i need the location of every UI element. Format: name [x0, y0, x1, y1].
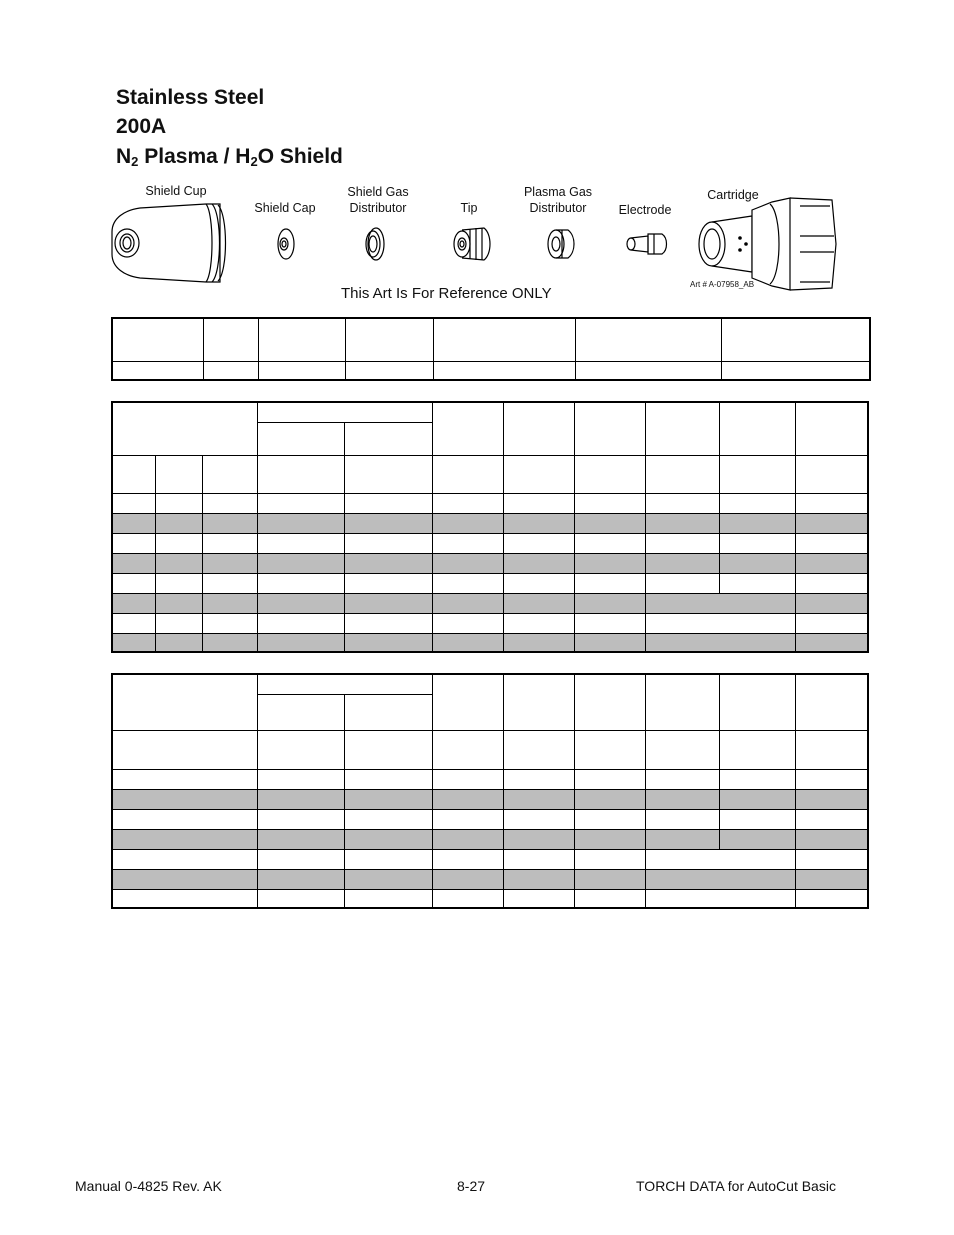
table-row — [112, 573, 868, 593]
table-row — [112, 789, 868, 809]
table-row — [112, 633, 868, 652]
table-row — [112, 553, 868, 573]
table-row — [112, 513, 868, 533]
table-row — [112, 613, 868, 633]
shield-cup-illustration — [112, 204, 226, 282]
title-material: Stainless Steel — [116, 86, 265, 109]
title-gases: $N_2$ Plasma / $H_2O$ Shield — [116, 145, 343, 169]
footer-manual: Manual 0-4825 Rev. AK — [75, 1178, 222, 1194]
title-amperage: 200A — [116, 115, 167, 138]
table-row — [112, 829, 868, 849]
cut-chart-table-2 — [111, 673, 869, 909]
label-plasma-gas-distributor: Plasma Gas Distributor — [523, 185, 593, 215]
cartridge-illustration — [699, 198, 836, 290]
label-tip: Tip — [460, 201, 478, 215]
footer-section: TORCH DATA for AutoCut Basic — [636, 1178, 836, 1194]
tip-illustration — [454, 228, 490, 260]
table-row — [112, 533, 868, 553]
reference-note: This Art Is For Reference ONLY — [341, 285, 552, 302]
plasma-gas-distributor-illustration — [548, 230, 574, 258]
electrode-illustration — [627, 234, 667, 254]
footer-page-number: 8-27 — [457, 1178, 486, 1194]
shield-cap-illustration — [278, 229, 294, 259]
table-row — [112, 493, 868, 513]
table-row — [112, 593, 868, 613]
parts-table — [111, 317, 871, 381]
label-shield-cup: Shield Cup — [145, 184, 207, 198]
label-electrode: Electrode — [618, 203, 672, 217]
label-shield-cap: Shield Cap — [254, 201, 316, 215]
label-shield-gas-distributor: Shield Gas Distributor — [347, 185, 409, 215]
cut-chart-table-1 — [111, 401, 869, 653]
table-row — [112, 769, 868, 789]
art-number: Art # A-07958_AB — [690, 280, 755, 289]
table-row — [112, 869, 868, 889]
table-row — [112, 849, 868, 869]
label-cartridge: Cartridge — [707, 188, 759, 202]
table-row — [112, 809, 868, 829]
shield-gas-distributor-illustration — [366, 228, 384, 260]
table-row — [112, 889, 868, 908]
